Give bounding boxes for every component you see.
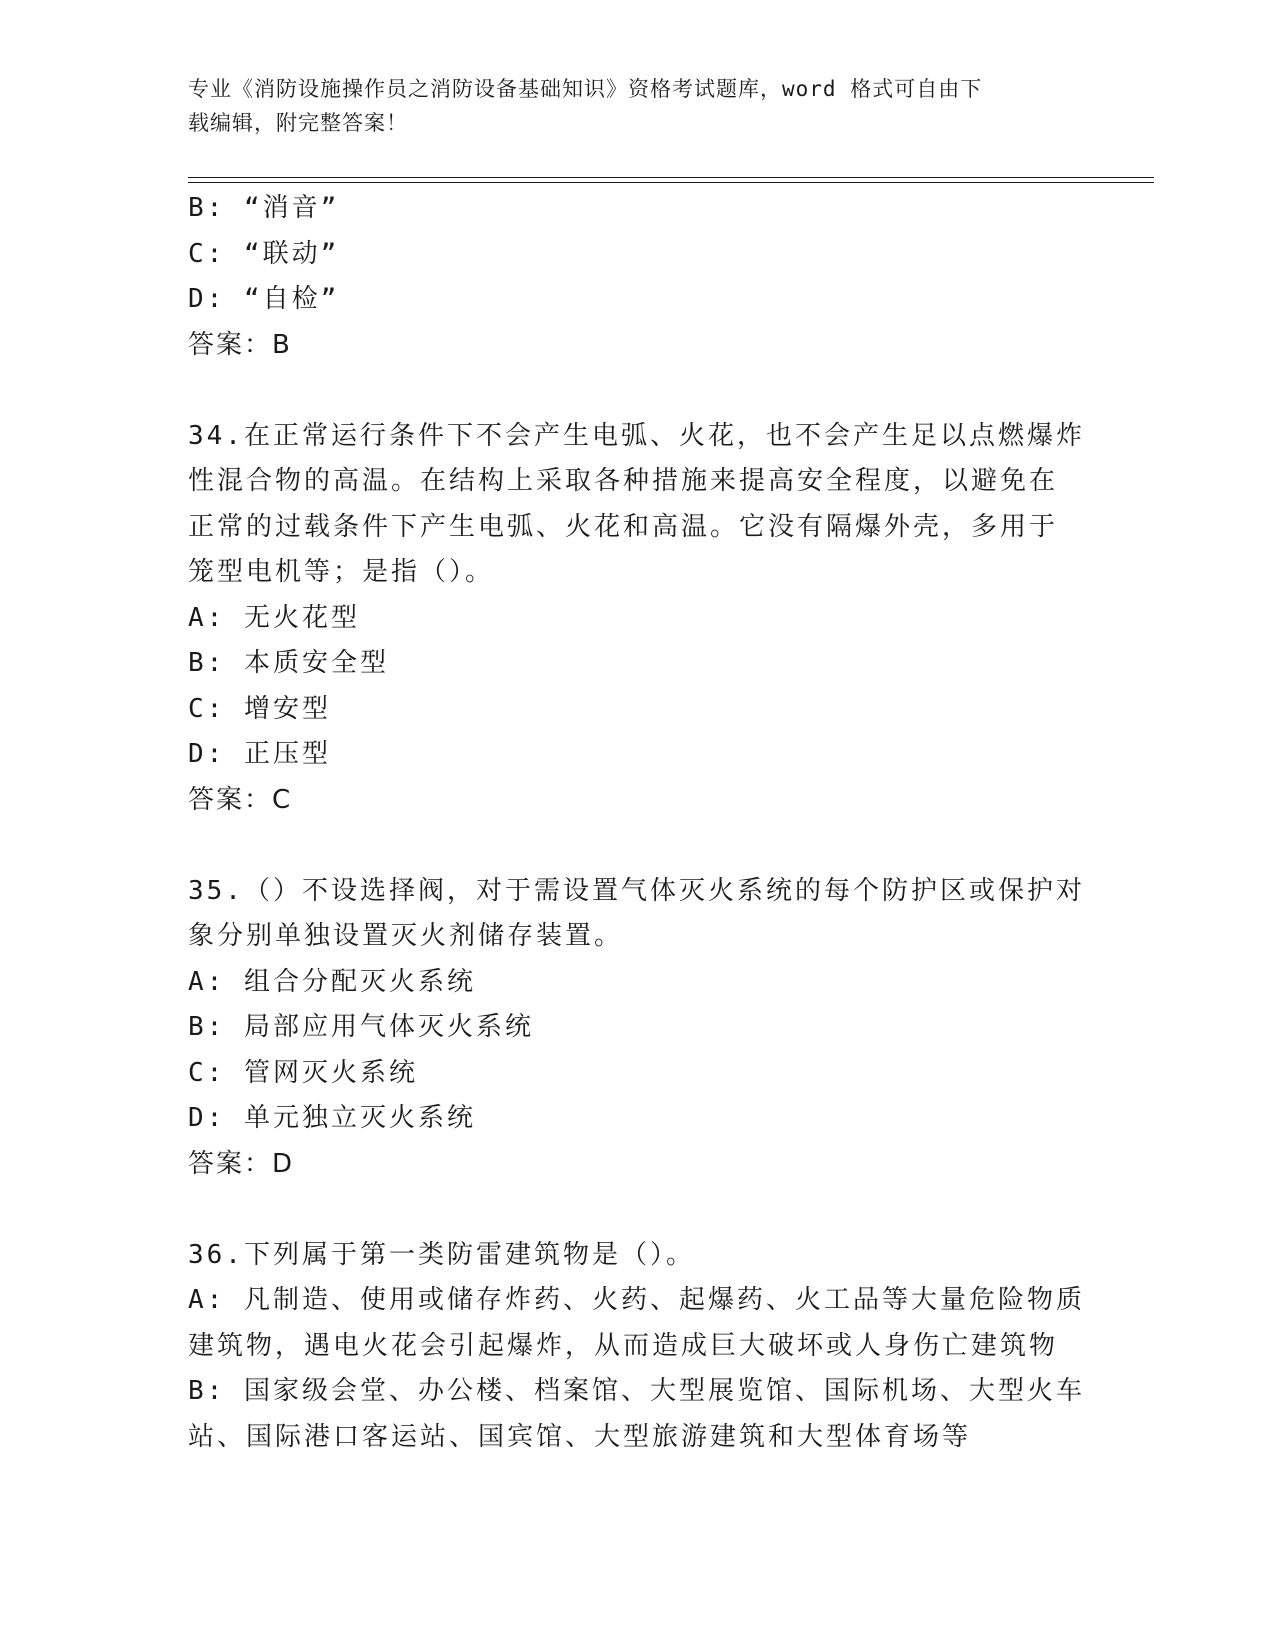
option-a: A: 无火花型: [188, 602, 360, 633]
question-35: [188, 869, 1088, 1188]
header-divider: [188, 182, 1154, 183]
option-d: D: 正压型: [188, 739, 331, 769]
option-b: B: 本质安全型: [188, 648, 389, 678]
header-divider: [188, 177, 1154, 178]
option-c: C: 管网灭火系统: [188, 1057, 418, 1088]
question-stem: 36.下列属于第一类防雷建筑物是（）。: [188, 1239, 695, 1270]
option-a: A: 组合分配灭火系统: [188, 966, 476, 997]
header-line: 专业《消防设施操作员之消防设备基础知识》资格考试题库，word 格式可自由下: [188, 77, 983, 101]
question-stem: 34.在正常运行条件下不会产生电弧、火花，也不会产生足以点燃爆炸: [188, 420, 1085, 451]
option-b-continued: 站、国际港口客运站、国宾馆、大型旅游建筑和大型体育场等: [188, 1421, 972, 1452]
question-34: [188, 414, 1088, 824]
spacer: [188, 368, 1088, 414]
option-b: B: 局部应用气体灭火系统: [188, 1012, 534, 1042]
option-a-continued: 建筑物，遇电火花会引起爆炸，从而造成巨大破坏或人身伤亡建筑物: [188, 1330, 1059, 1361]
question-stem: 笼型电机等；是指（）。: [188, 557, 495, 587]
option-d: D: 单元独立灭火系统: [188, 1103, 476, 1133]
spacer: [188, 1187, 1088, 1233]
question-stem: 象分别单独设置灭火剂储存装置。: [188, 921, 624, 951]
option-c: C: 增安型: [188, 693, 331, 724]
page-header: [188, 72, 1068, 140]
question-36: [188, 1233, 1088, 1461]
option-c: C: “联动”: [188, 238, 340, 269]
question-stem: 性混合物的高温。在结构上采取各种措施来提高安全程度，以避免在: [188, 466, 1059, 496]
header-line: 载编辑，附完整答案！: [188, 111, 408, 135]
option-a: A: 凡制造、使用或储存炸药、火药、起爆药、火工品等大量危险物质: [188, 1285, 1085, 1315]
question-list: [188, 186, 1088, 1460]
answer-text: 答案：B: [188, 329, 292, 360]
answer-text: 答案：C: [188, 784, 293, 815]
spacer: [188, 823, 1088, 869]
question-stem: 正常的过载条件下产生电弧、火花和高温。它没有隔爆外壳，多用于: [188, 511, 1059, 542]
option-d: D: “自检”: [188, 284, 340, 314]
option-b: B: 国家级会堂、办公楼、档案馆、大型展览馆、国际机场、大型火车: [188, 1376, 1085, 1406]
option-b: B: “消音”: [188, 193, 340, 223]
question-stem: 35.（）不设选择阀，对于需设置气体灭火系统的每个防护区或保护对: [188, 875, 1085, 906]
answer-text: 答案：D: [188, 1148, 295, 1179]
question-33-tail: [188, 186, 1088, 368]
